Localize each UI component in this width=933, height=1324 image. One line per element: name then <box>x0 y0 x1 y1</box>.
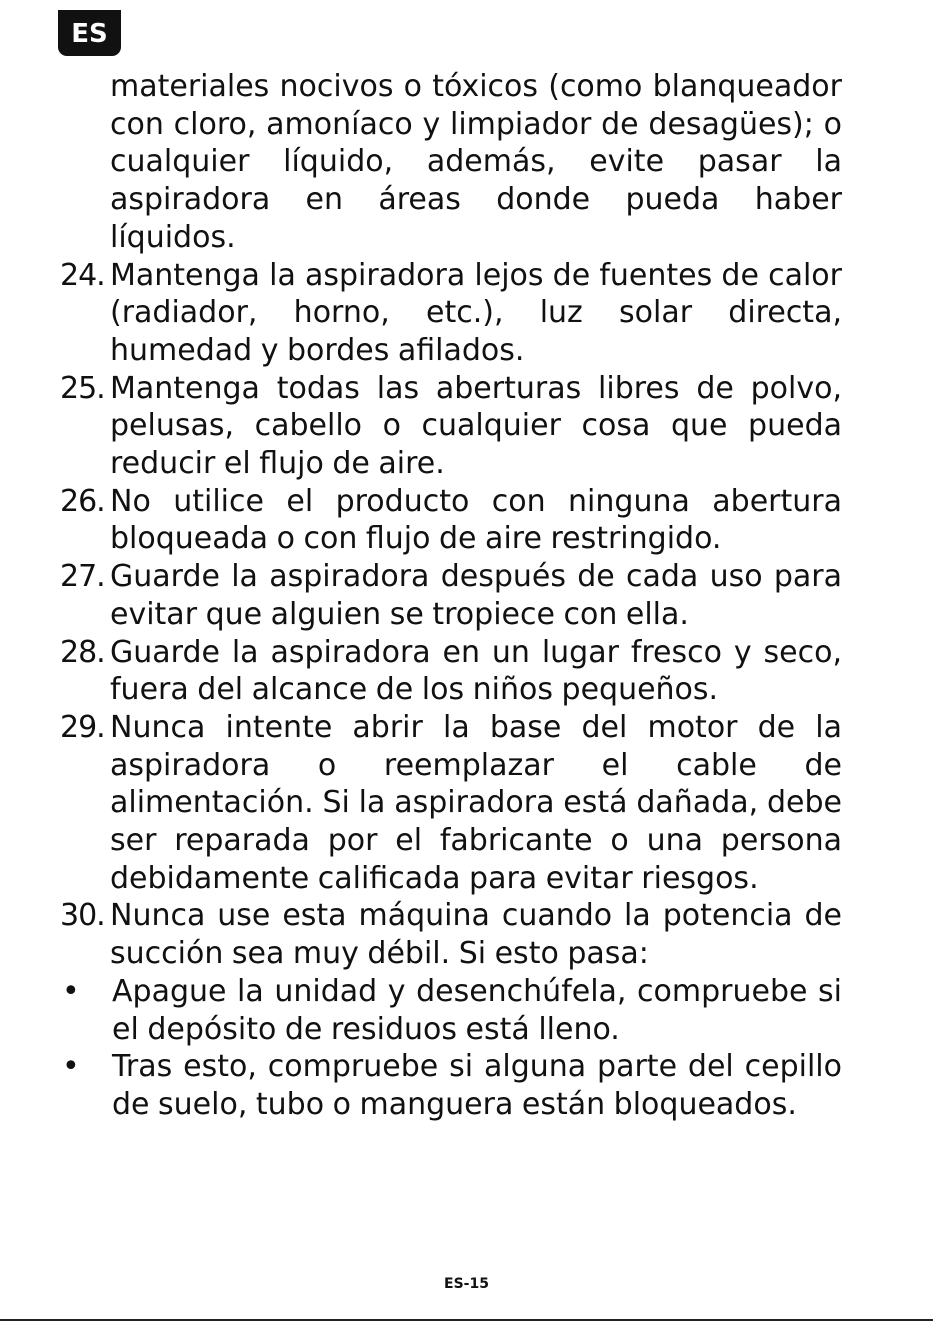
item-number: 25. <box>60 370 105 406</box>
item-text: Mantenga la aspiradora lejos de fuentes de calor (radiador, horno, etc.), luz solar directa, humedad y bordes afilados. <box>110 257 842 368</box>
list-item <box>60 897 842 972</box>
item-text: No utilice el producto con ninguna abertura bloqueada o con flujo de aire restringido. <box>110 483 842 557</box>
item-text: Mantenga todas las aberturas libres de polvo, pelusas, cabello o cualquier cosa que pueda reducir el flujo de aire. <box>110 370 842 482</box>
item-text: Nunca use esta máquina cuando la potencia de succión sea muy débil. Si esto pasa: <box>110 898 842 972</box>
page-number: ES-15 <box>444 1276 489 1292</box>
bullet-icon: • <box>62 973 79 1009</box>
item-number: 29. <box>60 709 105 745</box>
item-number: 27. <box>60 559 105 595</box>
list-item <box>60 634 842 709</box>
bullet-icon: • <box>62 1049 79 1085</box>
instructions-body <box>60 68 842 1124</box>
bullet-item <box>60 973 842 1048</box>
item-text: Nunca intente abrir la base del motor de la aspiradora o reemplazar el cable de alimentación. Si la aspiradora está dañada, debe ser reparada por el fabricante o una persona debidamente calificada para evitar riesgos. <box>110 709 842 896</box>
intro-paragraph: materiales nocivos o tóxicos (como blanqueador con cloro, amoníaco y limpiador de desagües); o cualquier líquido, además, evite pasar la aspiradora en áreas donde pueda haber líquidos. <box>110 69 842 255</box>
item-number: 24. <box>60 257 105 293</box>
list-item <box>60 370 842 483</box>
item-text: Guarde la aspiradora después de cada uso para evitar que alguien se tropiece con ella. <box>110 559 842 632</box>
language-badge: ES <box>58 10 121 56</box>
item-number: 28. <box>60 634 105 670</box>
page-bottom-divider <box>0 1319 933 1321</box>
list-item <box>60 483 842 558</box>
bullet-text: Tras esto, compruebe si alguna parte del cepillo de suelo, tubo o manguera están bloqueados. <box>112 1049 842 1122</box>
list-item <box>60 257 842 370</box>
list-item <box>60 558 842 633</box>
bullet-item <box>60 1048 842 1123</box>
item-number: 26. <box>60 483 105 519</box>
item-text: Guarde la aspiradora en un lugar fresco y seco, fuera del alcance de los niños pequeños. <box>110 634 842 708</box>
bullet-text: Apague la unidad y desenchúfela, compruebe si el depósito de residuos está lleno. <box>112 973 842 1047</box>
list-item <box>60 709 842 898</box>
item-number: 30. <box>60 898 105 934</box>
